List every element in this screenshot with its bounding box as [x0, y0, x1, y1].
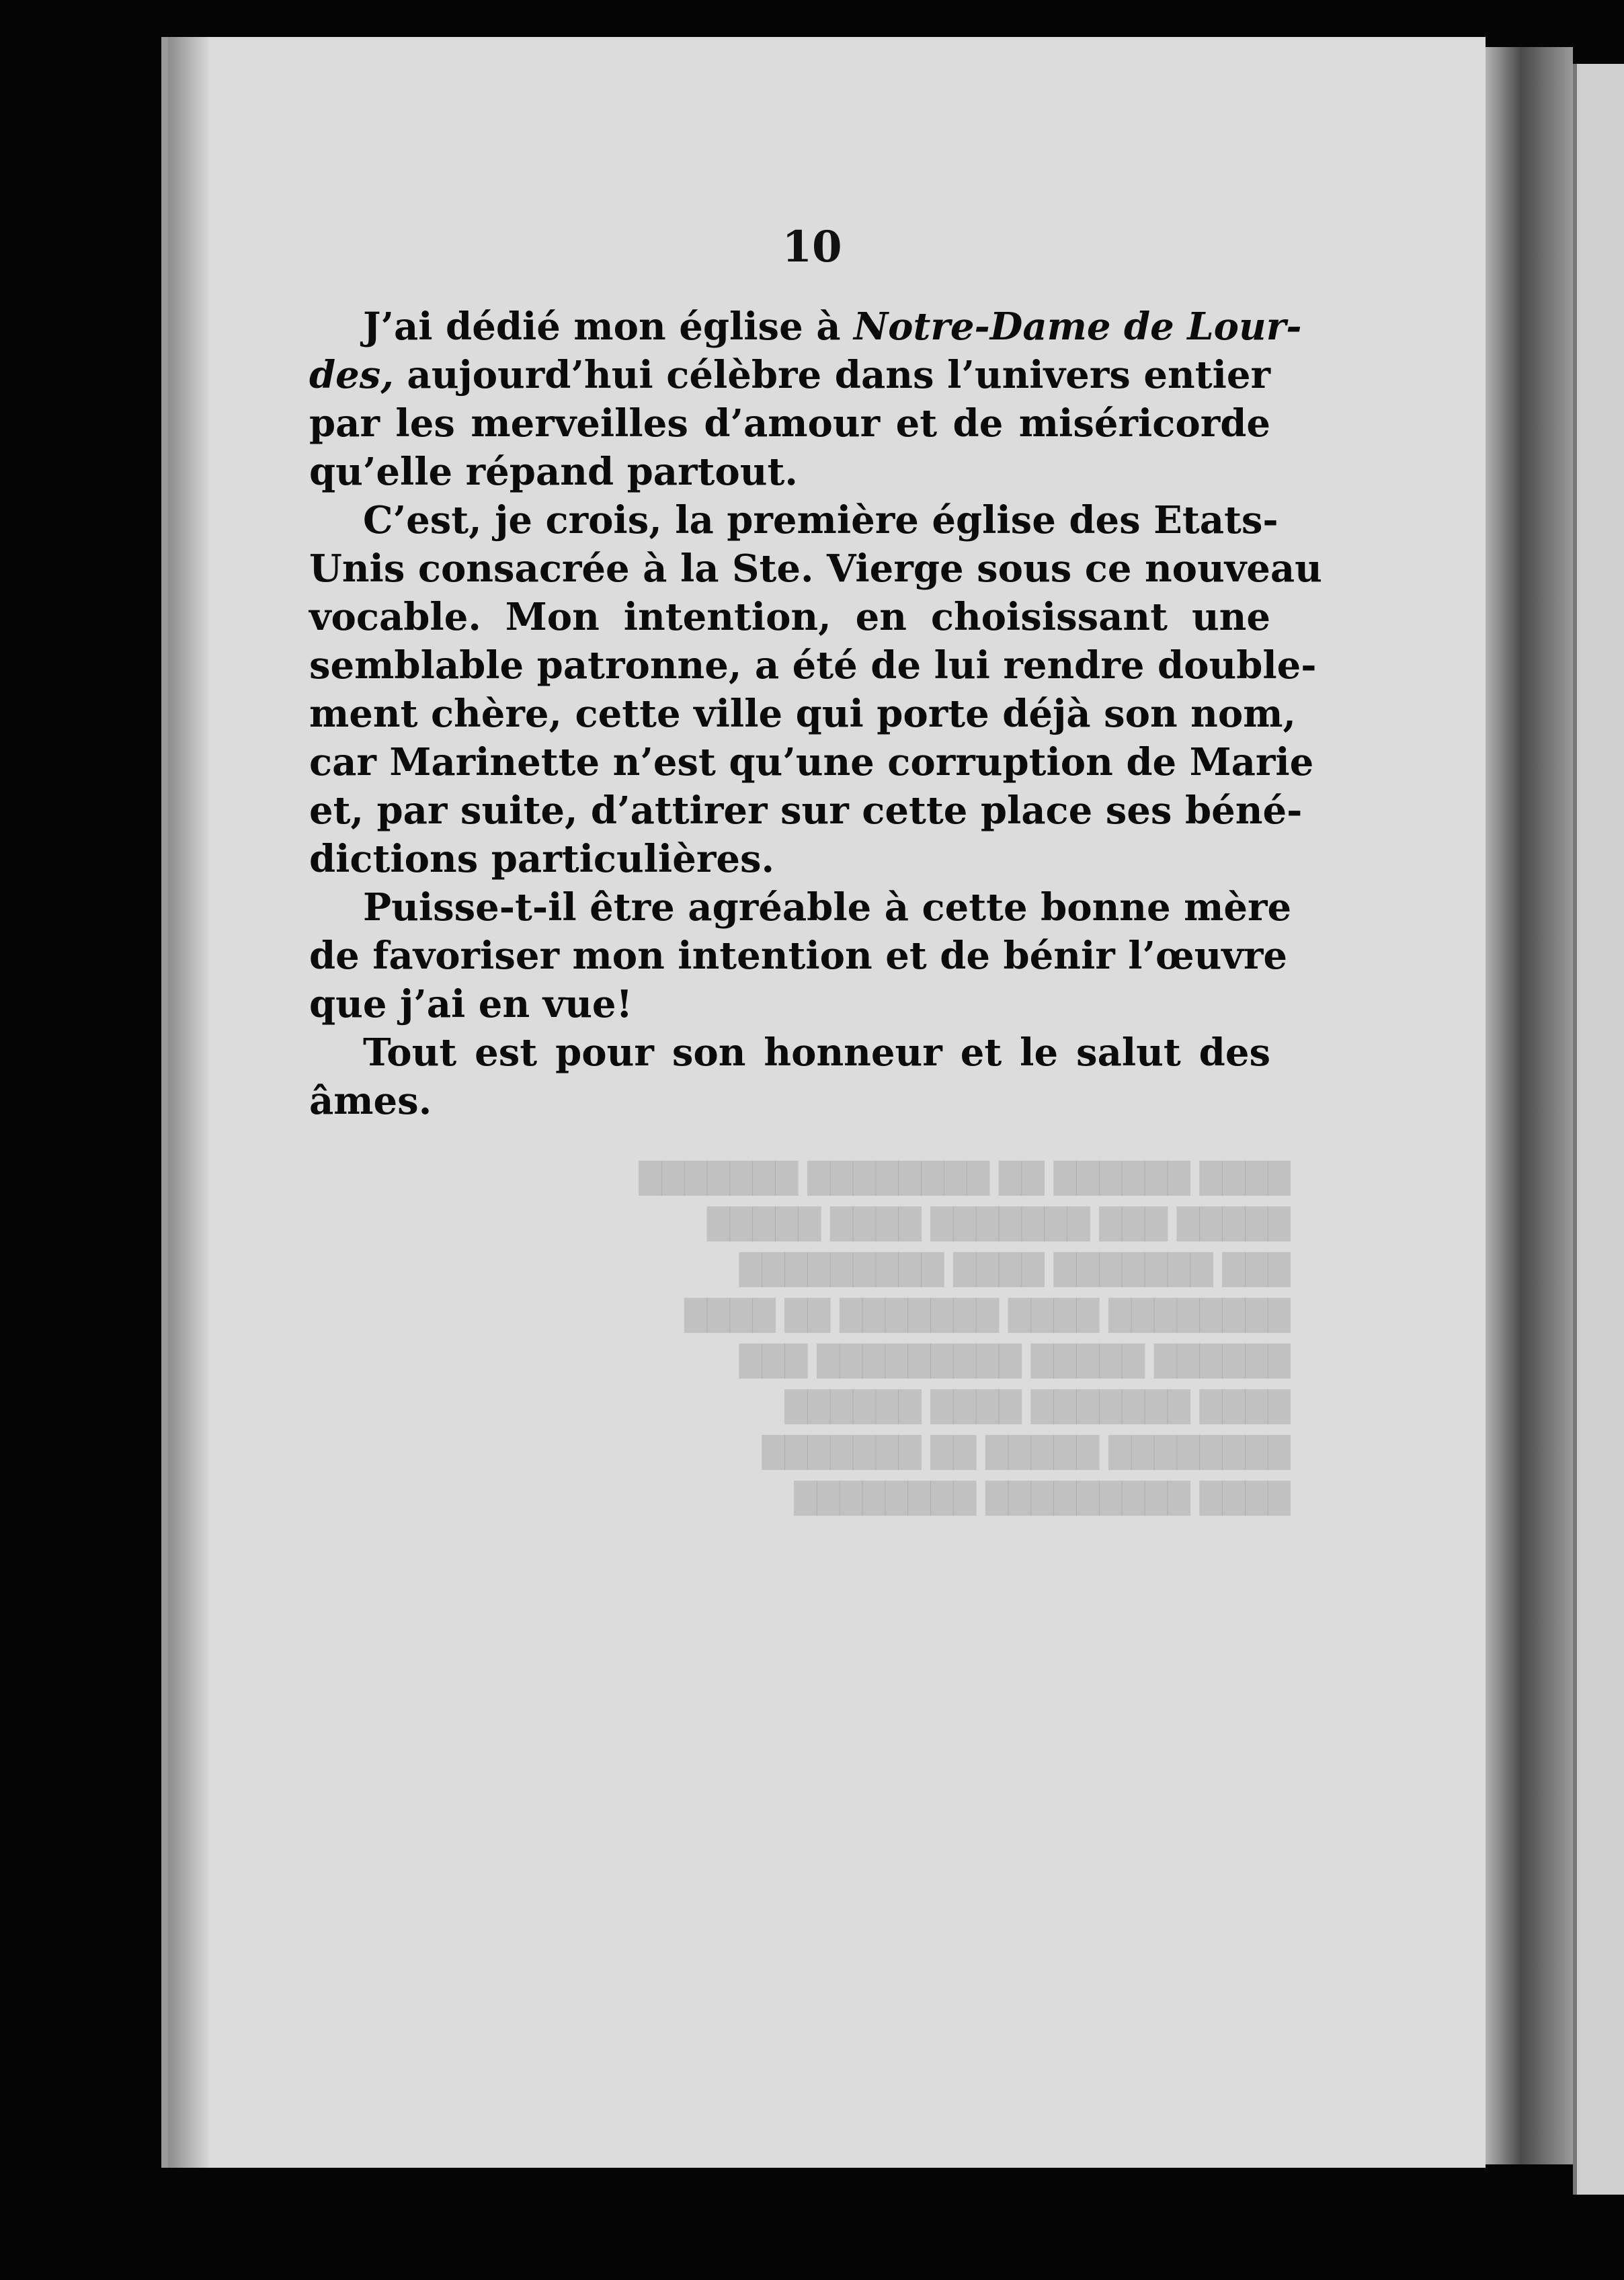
body-text — [309, 302, 1322, 1125]
text-line: qu’elle répand partout. — [309, 450, 798, 494]
text-line: Tout est pour son honneur et le salut des — [363, 1030, 1270, 1075]
text-line: car Marinette n’est qu’une corruption de Marie — [309, 740, 1314, 784]
text-line: Unis consacrée à la Ste. Vierge sous ce nouveau — [309, 546, 1322, 591]
text-line: semblable patronne, a été de lui rendre double- — [309, 643, 1317, 688]
text-line: par les merveilles d’amour et de miséricorde — [309, 401, 1270, 446]
text-line: Puisse-t-il être agréable à cette bonne mère — [363, 885, 1292, 930]
text-line: des, aujourd’hui célèbre dans l’univers entier — [309, 353, 1270, 397]
facing-page-edge — [1573, 64, 1624, 2195]
text-line: âmes. — [309, 1079, 432, 1123]
book-gutter — [1479, 47, 1573, 2164]
text-line: vocable. Mon intention, en choisissant une — [309, 595, 1270, 639]
bleed-through-texture: ████ ██████ ██ ████████ ███████ █████ ███ ███████ ████ █████ ███ ███████ ████ █████████ ████████ ████ ███████ ██ ████ ██████ █████ █████████ ███ ████ ███████ ████ ██████ ████████ █████ ██ ███████ ████ █████████ ████████ — [639, 1162, 1291, 1516]
text-line: que j’ai en vue! — [309, 982, 633, 1026]
text-line: et, par suite, d’attirer sur cette place ses béné- — [309, 788, 1303, 833]
italic-text: des, — [309, 353, 394, 397]
page-edge-shadow — [168, 37, 208, 2168]
paragraph — [309, 496, 1322, 883]
paragraph — [309, 1028, 1270, 1125]
text-line: C’est, je crois, la première église des Etats- — [363, 498, 1278, 542]
paragraph — [309, 302, 1302, 496]
text-line: de favoriser mon intention et de bénir l’œuvre — [309, 934, 1287, 978]
text-line: J’ai dédié mon église à Notre-Dame de Lour- — [363, 304, 1302, 349]
text-line: dictions particulières. — [309, 837, 774, 881]
paragraph — [309, 883, 1292, 1028]
page-number: 10 — [782, 222, 842, 272]
text-line: ment chère, cette ville qui porte déjà son nom, — [309, 692, 1296, 736]
italic-text: Notre-Dame de Lour- — [853, 304, 1302, 349]
